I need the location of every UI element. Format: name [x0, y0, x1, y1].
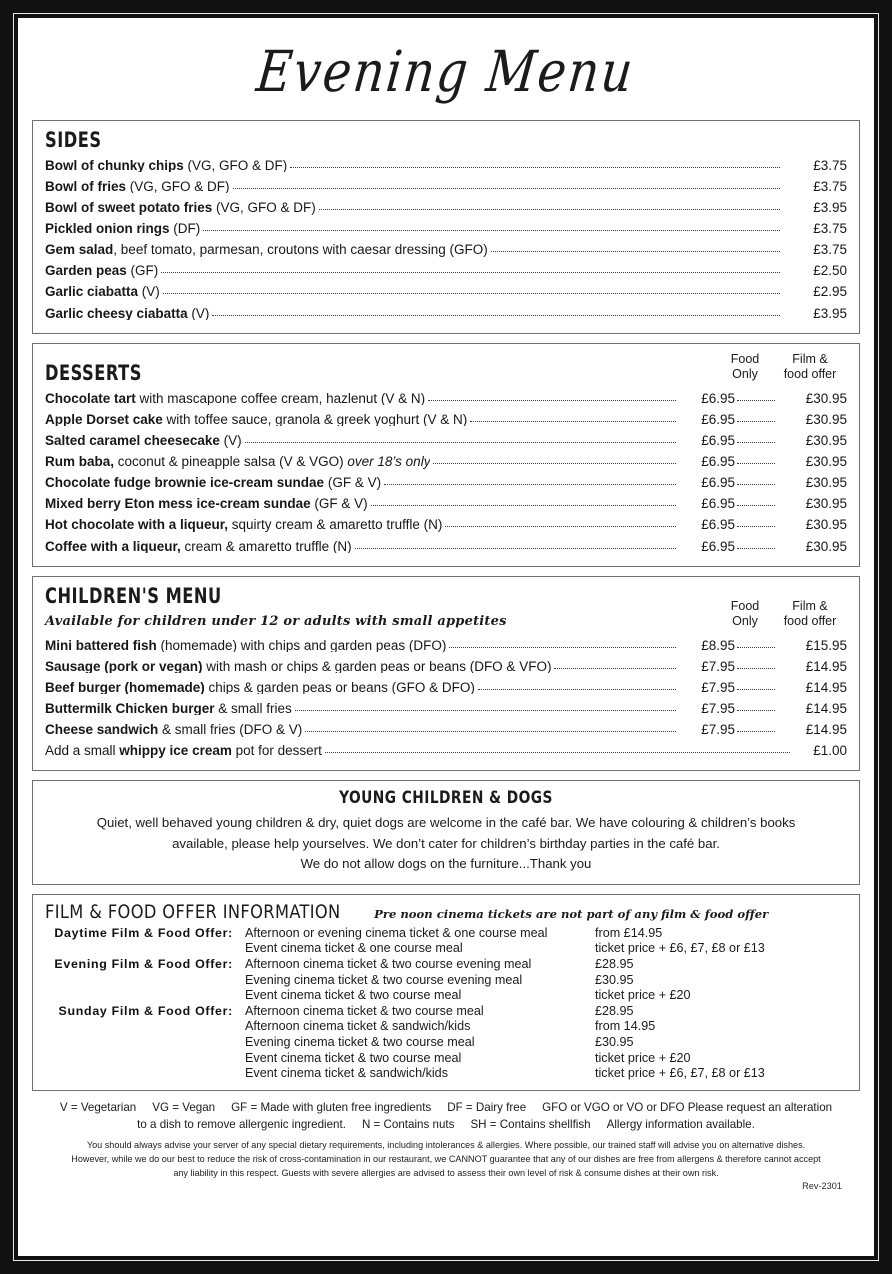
menu-item-description: squirty cream & amaretto truffle (N) [228, 518, 443, 532]
offer-description: Afternoon cinema ticket & sandwich/kids [245, 1019, 471, 1034]
disclaimer-line-1: You should always advise your server of any special dietary requirements, including intolerances & allergies. Where possible, our trained staff will advise you on alternative dishes. [86, 1140, 806, 1151]
menu-item-description: & small fries [214, 701, 292, 716]
dot-leader [371, 504, 676, 506]
menu-item-text [45, 201, 316, 215]
children-header-row [45, 585, 847, 631]
section-young-children-and-dogs [32, 780, 860, 884]
menu-item-description: with mash or chips & garden peas or beans (DFO & VFO) [202, 659, 552, 674]
menu-item-film-offer-price: £30.95 [805, 538, 847, 554]
menu-item-row [45, 388, 847, 409]
offer-description: Evening cinema ticket & two course evening meal [245, 972, 523, 987]
menu-item-text [45, 497, 368, 511]
menu-item-name: Coffee with a liqueur, [45, 539, 181, 553]
menu-item-name: Salted caramel cheesecake [45, 434, 220, 448]
menu-item-row [45, 218, 847, 239]
dot-leader [305, 730, 676, 732]
menu-item-text [45, 518, 442, 532]
menu-item-text [45, 285, 160, 299]
menu-item-film-offer-price: £30.95 [805, 390, 847, 406]
offer-line [245, 1004, 847, 1020]
dot-leader [290, 166, 780, 168]
offer-description: Event cinema ticket & one course meal [245, 941, 463, 956]
children-price-captions [717, 599, 847, 631]
dot-leader [161, 271, 780, 273]
menu-item-description: (GF & V) [310, 497, 368, 511]
dot-leader-mid [737, 399, 775, 401]
addon-post: pot for dessert [231, 744, 322, 758]
offer-group-lines [245, 926, 847, 957]
offer-description: Afternoon cinema ticket & two course evening meal [245, 956, 532, 971]
menu-paper [18, 18, 874, 1256]
menu-item-row [45, 635, 847, 656]
menu-item-text [45, 159, 287, 173]
menu-item-name: Pickled onion rings [45, 222, 170, 236]
menu-item-description: (GF) [126, 264, 159, 278]
menu-item-row [45, 515, 847, 536]
dot-leader [325, 751, 790, 753]
menu-item-description: & small fries (DFO & V) [158, 723, 303, 737]
dot-leader [212, 314, 780, 316]
offer-description: Evening cinema ticket & two course meal [245, 1034, 475, 1049]
dot-leader-mid [737, 525, 775, 527]
legend-gfo: GFO or VGO or VO or DFO Please request an alteration [542, 1100, 833, 1114]
menu-item-row [45, 155, 847, 176]
dot-leader [233, 187, 780, 189]
menu-item-price: £2.95 [813, 284, 847, 300]
offer-line [245, 1035, 847, 1051]
menu-item-food-only-price: £7.95 [701, 679, 735, 695]
caption-line-1: Film & [792, 598, 828, 613]
menu-item-text [45, 702, 292, 716]
menu-item-food-only-price: £7.95 [701, 700, 735, 716]
menu-item-food-only-price: £7.95 [701, 722, 735, 738]
menu-item-row [45, 239, 847, 260]
menu-item-text [45, 243, 488, 257]
offers-groups [45, 926, 847, 1082]
dot-leader [449, 646, 676, 648]
dot-leader [478, 688, 676, 690]
menu-item-note: over 18’s only [347, 455, 431, 469]
children-addon-row [45, 740, 847, 761]
menu-item-film-offer-price: £14.95 [805, 722, 847, 738]
menu-item-description: (VG, GFO & DF) [212, 201, 316, 215]
offer-line [245, 957, 847, 973]
menu-item-text [45, 180, 230, 194]
offer-value: ticket price + £6, £7, £8 or £13 [595, 1066, 765, 1081]
menu-item-name: Chocolate tart [45, 391, 136, 406]
children-film-offer-caption [773, 599, 847, 630]
menu-item-price: £3.95 [813, 305, 847, 321]
dot-leader-mid [737, 547, 775, 549]
children-subtitle: Available for children under 12 or adults with small appetites [45, 613, 507, 629]
menu-item-price: £3.95 [813, 200, 847, 216]
dot-leader-mid [737, 709, 775, 711]
offer-group-label: Daytime Film & Food Offer: [54, 925, 233, 940]
menu-item-food-only-price: £6.95 [701, 538, 735, 554]
legend-n: N = Contains nuts [361, 1117, 455, 1131]
menu-item-row [45, 719, 847, 740]
menu-item-film-offer-price: £30.95 [805, 475, 847, 491]
offer-line [245, 1051, 847, 1067]
dot-leader-mid [737, 688, 775, 690]
menu-item-description: (DF) [169, 222, 201, 236]
dot-leader-mid [737, 504, 775, 506]
menu-item-description: with toffee sauce, granola & greek yoghurt (V & N) [162, 412, 468, 427]
menu-item-row [45, 698, 847, 719]
offer-group-label: Evening Film & Food Offer: [54, 956, 233, 971]
legend-line-2 [32, 1117, 860, 1134]
menu-item-name: Garlic cheesy ciabatta [45, 306, 188, 320]
caption-line-2: food offer [783, 367, 837, 382]
dot-leader [203, 229, 780, 231]
menu-item-text [45, 540, 352, 554]
disclaimer-line-2: However, while we do our best to reduce the risk of cross-contamination in our restaurant, we CANNOT guarantee that any of our dishes are free from allergens & therefore cannot accept [71, 1153, 821, 1164]
desserts-item-list [45, 388, 847, 557]
menu-item-name: Rum baba, [45, 455, 115, 469]
notice-title: YOUNG CHILDREN & DOGS [339, 788, 553, 809]
menu-item-film-offer-price: £14.95 [805, 658, 847, 674]
offer-group [45, 926, 847, 957]
menu-item-name: Bowl of sweet potato fries [45, 201, 213, 215]
menu-item-film-offer-price: £30.95 [805, 517, 847, 533]
offers-header-row [45, 901, 847, 923]
menu-item-row [45, 494, 847, 515]
notice-line: available, please help yourselves. We don’t cater for children’s birthday parties in the café bar. [172, 835, 720, 851]
menu-item-description: (homemade) with chips and garden peas (DFO) [156, 638, 447, 653]
menu-item-description: (V) [219, 434, 242, 448]
offers-note: Pre noon cinema tickets are not part of any film & food offer [374, 906, 769, 921]
menu-item-text [45, 434, 242, 448]
offer-value: ticket price + £20 [595, 988, 691, 1003]
desserts-price-captions [717, 352, 847, 384]
offer-description: Event cinema ticket & two course meal [245, 1050, 462, 1065]
menu-item-description: (VG, GFO & DF) [126, 179, 230, 194]
menu-item-film-offer-price: £30.95 [805, 454, 847, 470]
children-heading-block [45, 585, 507, 631]
children-heading: CHILDREN'S MENU [45, 583, 222, 608]
caption-line-2: Only [732, 614, 758, 629]
menu-item-description: chips & garden peas or beans (GFO & DFO) [204, 680, 475, 695]
offer-line [245, 941, 847, 957]
dot-leader [384, 483, 676, 485]
offer-line [245, 1019, 847, 1035]
menu-item-description: (GF & V) [324, 476, 382, 490]
menu-item-food-only-price: £6.95 [701, 411, 735, 427]
dot-leader-mid [737, 462, 775, 464]
section-film-food-offer-information [32, 894, 860, 1091]
desserts-food-only-caption [717, 352, 773, 383]
menu-item-price: £3.75 [813, 242, 847, 258]
sides-item-list [45, 155, 847, 324]
masthead [32, 24, 860, 120]
offer-group [45, 957, 847, 1004]
menu-item-name: Garden peas [45, 264, 127, 278]
legend-df: DF = Dairy free [447, 1100, 527, 1114]
offer-line [245, 926, 847, 942]
offers-title: FILM & FOOD OFFER INFORMATION [45, 900, 341, 923]
menu-item-row [45, 677, 847, 698]
menu-item-text [45, 455, 430, 469]
legend-sh: SH = Contains shellfish [470, 1117, 591, 1131]
legend-allergy-info: Allergy information available. [606, 1117, 755, 1131]
legend-v: V = Vegetarian [59, 1100, 137, 1114]
menu-item-row [45, 536, 847, 557]
menu-item-film-offer-price: £15.95 [805, 637, 847, 653]
menu-item-food-only-price: £7.95 [701, 658, 735, 674]
children-addon-text [45, 744, 322, 758]
allergen-disclaimer [32, 1139, 860, 1180]
dot-leader-mid [737, 441, 775, 443]
children-item-list [45, 635, 847, 740]
dot-leader-mid [737, 667, 775, 669]
menu-item-row [45, 261, 847, 282]
dot-leader-mid [737, 420, 775, 422]
menu-item-row [45, 430, 847, 451]
offer-group-label: Sunday Film & Food Offer: [58, 1003, 233, 1018]
menu-item-text [45, 476, 381, 490]
offer-line [245, 988, 847, 1004]
dot-leader-mid [737, 483, 775, 485]
sides-header-row [45, 129, 847, 151]
desserts-film-offer-caption [773, 352, 847, 383]
menu-item-name: Hot chocolate with a liqueur, [45, 518, 229, 532]
offer-value: from 14.95 [595, 1019, 656, 1034]
desserts-header-row [45, 352, 847, 384]
menu-item-text [45, 681, 475, 695]
menu-item-description: with mascapone coffee cream, hazlenut (V & N) [135, 391, 426, 406]
menu-item-food-only-price: £6.95 [701, 475, 735, 491]
offer-value: from £14.95 [595, 925, 663, 940]
offer-value: £30.95 [595, 1034, 634, 1049]
menu-item-text [45, 413, 467, 427]
menu-item-description: , beef tomato, parmesan, croutons with caesar dressing (GFO) [113, 243, 488, 257]
menu-item-row [45, 303, 847, 324]
menu-item-name: Bowl of fries [45, 179, 127, 194]
notice-line: Quiet, well behaved young children & dry, quiet dogs are welcome in the café bar. We have colouring & children’s books [96, 815, 796, 831]
menu-item-row [45, 409, 847, 430]
menu-item-name: Mini battered fish [45, 638, 157, 653]
dot-leader [428, 399, 676, 401]
sides-heading: SIDES [45, 128, 102, 152]
dot-leader [245, 441, 676, 443]
dot-leader [355, 547, 676, 549]
section-sides [32, 120, 860, 334]
offer-group [45, 1004, 847, 1082]
legend-gf: GF = Made with gluten free ingredients [231, 1100, 432, 1114]
offer-line [245, 973, 847, 989]
dot-leader [163, 292, 780, 294]
menu-item-description: cream & amaretto truffle (N) [180, 539, 352, 553]
offer-description: Afternoon cinema ticket & two course meal [245, 1003, 484, 1018]
dot-leader [554, 667, 676, 669]
dot-leader [470, 420, 676, 422]
offer-value: ticket price + £6, £7, £8 or £13 [595, 941, 765, 956]
menu-item-price: £3.75 [813, 221, 847, 237]
menu-item-price: £2.50 [813, 263, 847, 279]
desserts-heading: DESSERTS [45, 361, 142, 385]
offer-description: Event cinema ticket & sandwich/kids [245, 1066, 448, 1081]
dot-leader-mid [737, 730, 775, 732]
menu-item-text [45, 222, 200, 236]
menu-item-food-only-price: £6.95 [701, 454, 735, 470]
revision-code: Rev-2301 [802, 1181, 842, 1192]
menu-item-price: £3.75 [813, 178, 847, 194]
section-desserts [32, 343, 860, 567]
menu-item-text [45, 392, 425, 406]
menu-item-name: Chocolate fudge brownie ice-cream sundae [45, 476, 325, 490]
offer-group-lines [245, 1004, 847, 1082]
caption-line-1: Food [730, 598, 760, 613]
menu-item-row [45, 656, 847, 677]
menu-item-description: (VG, GFO & DF) [183, 158, 288, 173]
legend-alteration: to a dish to remove allergenic ingredient. [137, 1117, 346, 1131]
menu-item-text [45, 264, 158, 278]
caption-line-1: Film & [792, 351, 828, 366]
offer-line [245, 1066, 847, 1082]
menu-item-description: (V) [187, 306, 210, 320]
page-title: Evening Menu [253, 38, 639, 106]
menu-item-film-offer-price: £14.95 [805, 679, 847, 695]
dot-leader [295, 709, 676, 711]
children-food-only-caption [717, 599, 773, 630]
dot-leader-mid [737, 646, 775, 648]
caption-line-2: Only [732, 367, 758, 382]
dot-leader [319, 208, 780, 210]
disclaimer-line-3: any liability in this respect. Guests with severe allergies are advised to assess their own level of risk & consume dishes at their own risk. [173, 1167, 719, 1178]
offer-group-lines [245, 957, 847, 1004]
dot-leader [445, 525, 676, 527]
menu-item-film-offer-price: £30.95 [805, 496, 847, 512]
menu-item-text [45, 723, 302, 737]
legend-line-1 [32, 1100, 860, 1117]
menu-item-row [45, 176, 847, 197]
menu-item-row [45, 472, 847, 493]
addon-pre: Add a small [45, 744, 120, 758]
menu-item-text [45, 307, 209, 321]
menu-item-text [45, 639, 446, 653]
menu-item-name: Cheese sandwich [45, 723, 159, 737]
notice-body [47, 813, 845, 874]
menu-item-row [45, 197, 847, 218]
menu-item-name: Sausage (pork or vegan) [45, 659, 203, 674]
menu-item-name: Apple Dorset cake [45, 412, 163, 427]
offer-value: £30.95 [595, 972, 634, 987]
menu-item-food-only-price: £6.95 [701, 433, 735, 449]
menu-item-food-only-price: £6.95 [701, 390, 735, 406]
menu-item-row [45, 282, 847, 303]
offer-description: Event cinema ticket & two course meal [245, 988, 462, 1003]
menu-item-name: Mixed berry Eton mess ice-cream sundae [45, 497, 311, 511]
menu-item-price: £3.75 [813, 157, 847, 173]
allergen-legend [32, 1100, 860, 1134]
menu-item-description: coconut & pineapple salsa (V & VGO) [114, 455, 348, 469]
dot-leader [491, 250, 780, 252]
menu-item-food-only-price: £6.95 [701, 517, 735, 533]
section-childrens-menu [32, 576, 860, 772]
menu-item-film-offer-price: £30.95 [805, 411, 847, 427]
menu-item-name: Garlic ciabatta [45, 285, 139, 299]
offer-value: £28.95 [595, 956, 634, 971]
menu-item-food-only-price: £8.95 [701, 637, 735, 653]
legend-vg: VG = Vegan [152, 1100, 216, 1114]
menu-item-name: Gem salad [45, 243, 114, 257]
menu-item-film-offer-price: £14.95 [805, 700, 847, 716]
caption-line-1: Food [730, 351, 760, 366]
menu-item-description: (V) [138, 285, 160, 299]
menu-item-food-only-price: £6.95 [701, 496, 735, 512]
children-addon-price: £1.00 [813, 743, 847, 759]
notice-line: We do not allow dogs on the furniture...Thank you [300, 856, 592, 872]
menu-item-row [45, 451, 847, 472]
caption-line-2: food offer [783, 614, 837, 629]
menu-item-text [45, 660, 551, 674]
offer-description: Afternoon or evening cinema ticket & one course meal [245, 925, 548, 940]
menu-item-film-offer-price: £30.95 [805, 433, 847, 449]
menu-item-name: Buttermilk Chicken burger [45, 701, 215, 716]
offer-value: £28.95 [595, 1003, 634, 1018]
menu-item-name: Bowl of chunky chips [45, 158, 184, 173]
dot-leader [433, 462, 676, 464]
menu-item-name: Beef burger (homemade) [45, 680, 205, 695]
offer-value: ticket price + £20 [595, 1050, 691, 1065]
addon-bold: whippy ice cream [119, 744, 232, 758]
